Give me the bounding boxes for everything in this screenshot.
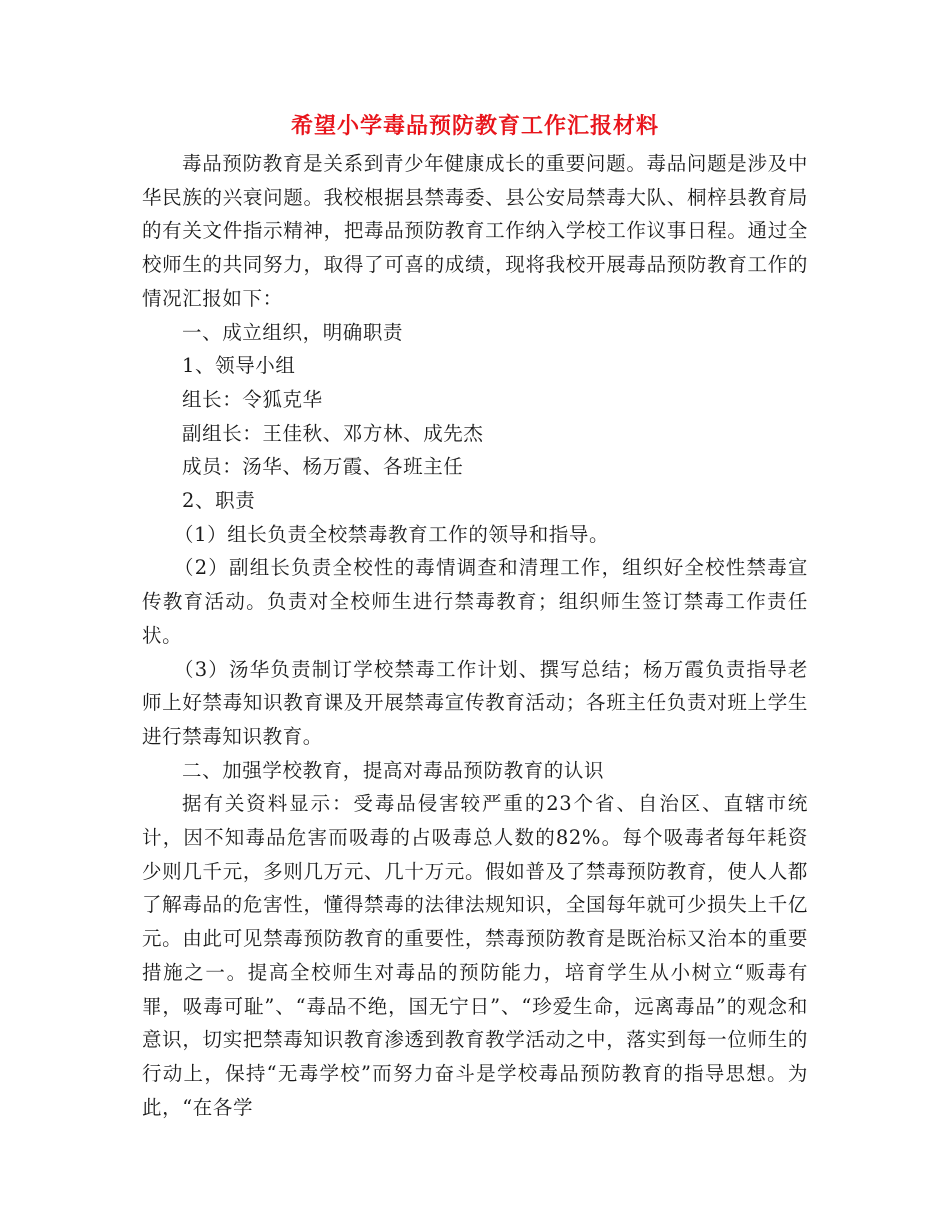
duty-item-2: （2）副组长负责全校性的毒情调查和清理工作，组织好全校性禁毒宣传教育活动。负责对全校师生进行禁毒教育；组织师生签订禁毒工作责任状。 <box>142 556 808 647</box>
section-heading-2: 二、加强学校教育，提高对毒品预防教育的认识 <box>182 758 605 782</box>
subsection-heading-leadership: 1、领导小组 <box>182 354 296 378</box>
intro-paragraph: 毒品预防教育是关系到青少年健康成长的重要问题。毒品问题是涉及中华民族的兴衰问题。我校根据县禁毒委、县公安局禁毒大队、桐梓县教育局的有关文件指示精神，把毒品预防教育工作纳入学校工作议事日程。通过全校师生的共同努力，取得了可喜的成绩，现将我校开展毒品预防教育工作的情况汇报如下： <box>142 152 808 310</box>
group-leader-line: 组长：令狐克华 <box>182 387 323 411</box>
section-heading-1: 一、成立组织，明确职责 <box>182 320 404 344</box>
document-title: 希望小学毒品预防教育工作汇报材料 <box>290 113 659 139</box>
body-paragraph-statistics: 据有关资料显示：受毒品侵害较严重的23个省、自治区、直辖市统计，因不知毒品危害而吸毒的占吸毒总人数的82%。每个吸毒者每年耗资少则几千元，多则几万元、几十万元。假如普及了禁毒预防教育，使人人都了解毒品的危害性，懂得禁毒的法律法规知识，全国每年就可少损失上千亿元。由此可见禁毒预防教育的重要性，禁毒预防教育是既治标又治本的重要措施之一。提高全校师生对毒品的预防能力，培育学生从小树立“贩毒有罪，吸毒可耻”、“毒品不绝，国无宁日”、“珍爱生命，远离毒品”的观念和意识，切实把禁毒知识教育渗透到教育教学活动之中，落实到每一位师生的行动上，保持“无毒学校”而努力奋斗是学校毒品预防教育的指导思想。为此，“在各学 <box>142 792 808 1119</box>
duty-item-3: （3）汤华负责制订学校禁毒工作计划、撰写总结；杨万霞负责指导老师上好禁毒知识教育课及开展禁毒宣传教育活动；各班主任负责对班上学生进行禁毒知识教育。 <box>142 657 808 748</box>
document-page <box>142 108 808 1124</box>
deputy-leader-line: 副组长：王佳秋、邓方林、成先杰 <box>182 421 484 445</box>
members-line: 成员：汤华、杨万霞、各班主任 <box>182 455 464 479</box>
duty-item-1: （1）组长负责全校禁毒教育工作的领导和指导。 <box>174 522 610 546</box>
subsection-heading-duties: 2、职责 <box>182 489 256 513</box>
